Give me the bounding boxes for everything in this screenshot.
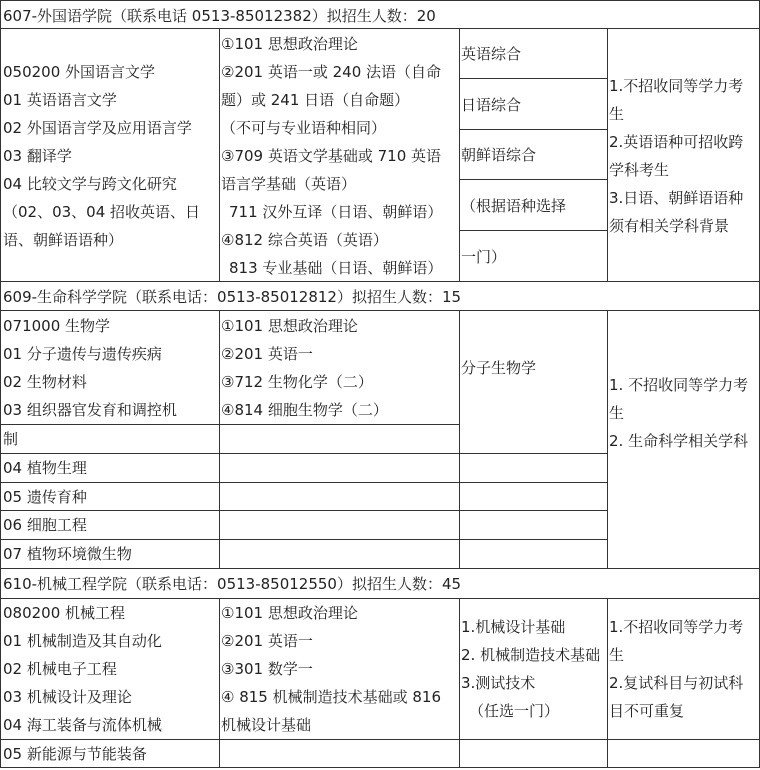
retest-line: 3.测试技术	[461, 674, 536, 692]
exam-line: ④812 综合英语（英语）	[221, 231, 388, 249]
exam-line: 语言学基础（英语）	[221, 175, 357, 193]
note-line: 2.英语语种可招收跨	[609, 133, 744, 151]
major-line: 01 分子遗传与遗传疾病	[3, 345, 162, 363]
retest-line: （任选一门）	[469, 702, 560, 720]
major-line: 080200 机械工程	[3, 604, 126, 622]
major-line: 01 机械制造及其自动化	[3, 632, 162, 650]
retest-line: （根据语种选择	[461, 197, 567, 215]
exam-line: 题）或 241 日语（自命题）	[221, 91, 410, 109]
note-line: 学科考生	[609, 161, 670, 179]
retest-line: 1.机械设计基础	[461, 618, 566, 636]
exam-line: ①101 思想政治理论	[221, 317, 358, 335]
exam-line: ③709 英语文学基础或 710 英语	[221, 147, 442, 165]
retest-line: 英语综合	[461, 45, 522, 63]
section-header-610: 610-机械工程学院（联系电话：0513-85012550）拟招生人数：45	[0, 568, 760, 599]
major-line: 06 细胞工程	[3, 516, 87, 534]
retest-cell-609	[459, 310, 608, 569]
retest-line: 一门）	[461, 248, 507, 266]
retest-line: 分子生物学	[461, 359, 537, 377]
major-line: 07 植物环境微生物	[3, 545, 132, 563]
major-line: 02 机械电子工程	[3, 660, 117, 678]
retest-line: 日语综合	[461, 96, 522, 114]
exam-line: ②201 英语一	[221, 345, 313, 363]
exam-line: ②201 英语一	[221, 632, 313, 650]
exam-line: 813 专业基础（日语、朝鲜语）	[229, 259, 443, 277]
note-line: 2.复试科目与初试科	[609, 674, 744, 692]
retest-cell-610	[459, 598, 608, 768]
exams-cell-609	[219, 310, 460, 569]
exam-line: 711 汉外互译（日语、朝鲜语）	[229, 203, 443, 221]
major-line: 050200 外国语言文学	[3, 63, 156, 81]
exams-cell-607	[219, 28, 460, 282]
note-line: 目不可重复	[609, 702, 685, 720]
note-line: 生	[609, 646, 625, 664]
notes-cell-609	[607, 310, 760, 569]
exam-line: （不可与专业语种相同）	[221, 119, 387, 137]
majors-cell-607	[0, 28, 220, 282]
note-line: 生	[609, 404, 625, 422]
notes-cell-607	[607, 28, 760, 282]
major-line: 03 组织器官发育和调控机	[3, 401, 177, 419]
major-line: 05 遗传育种	[3, 488, 87, 506]
exam-line: ④ 815 机械制造技术基础或 816	[221, 688, 442, 706]
major-line: 制	[3, 430, 19, 448]
major-line: 01 英语语言文学	[3, 91, 117, 109]
note-line: 须有相关学科背景	[609, 217, 730, 235]
exam-line: ②201 英语一或 240 法语（自命	[221, 63, 442, 81]
retest-line: 朝鲜语综合	[461, 146, 537, 164]
exam-line: ①101 思想政治理论	[221, 604, 358, 622]
major-line: 03 机械设计及理论	[3, 688, 132, 706]
note-line: 3.日语、朝鲜语语种	[609, 189, 744, 207]
exams-cell-610	[219, 598, 460, 768]
major-line: 语、朝鲜语语种）	[3, 231, 124, 249]
major-line: 03 翻译学	[3, 147, 72, 165]
major-line: 05 新能源与节能装备	[3, 745, 147, 763]
major-line: 071000 生物学	[3, 317, 111, 335]
note-line: 生	[609, 105, 625, 123]
section-header-607: 607-外国语学院（联系电话 0513-85012382）拟招生人数：20	[0, 0, 760, 29]
majors-cell-610	[0, 598, 220, 768]
exam-line: ③712 生物化学（二）	[221, 373, 373, 391]
retest-line: 2. 机械制造技术基础	[461, 646, 601, 664]
exam-line: ③301 数学一	[221, 660, 313, 678]
exam-line: ①101 思想政治理论	[221, 35, 358, 53]
retest-cell-607	[459, 28, 608, 282]
majors-cell-609	[0, 310, 220, 569]
note-line: 1.不招收同等学力考	[609, 77, 744, 95]
major-line: 02 生物材料	[3, 373, 87, 391]
note-line: 1. 不招收同等学力考	[609, 376, 749, 394]
exam-line: 机械设计基础	[221, 716, 312, 734]
note-line: 2. 生命科学相关学科	[609, 432, 749, 450]
section-header-609: 609-生命科学学院（联系电话：0513-85012812）拟招生人数：15	[0, 281, 760, 311]
major-line: 04 植物生理	[3, 459, 87, 477]
major-line: 02 外国语言学及应用语言学	[3, 119, 192, 137]
note-line: 1.不招收同等学力考	[609, 618, 744, 636]
exam-line: ④814 细胞生物学（二）	[221, 401, 388, 419]
major-line: （02、03、04 招收英语、日	[3, 203, 201, 221]
major-line: 04 比较文学与跨文化研究	[3, 175, 177, 193]
major-line: 04 海工装备与流体机械	[3, 716, 162, 734]
notes-cell-610	[607, 598, 760, 768]
